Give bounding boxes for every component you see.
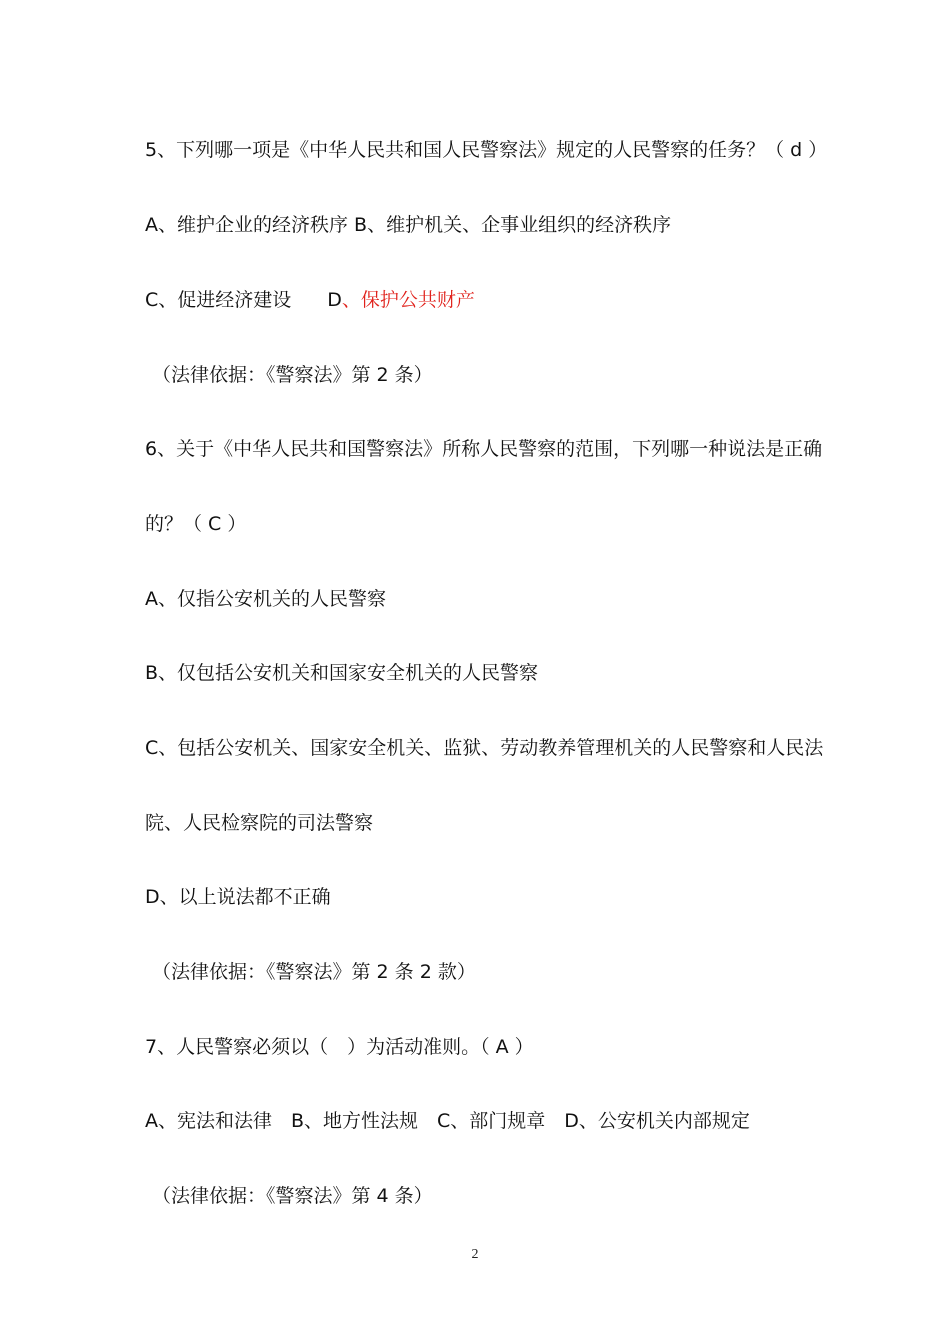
q6-stem-line-2: 的？（ C ） <box>145 513 247 535</box>
q5-stem: 5、下列哪一项是《中华人民共和国人民警察法》规定的人民警察的任务？（ d ） <box>145 139 828 161</box>
q6-option-c-line-1: C、包括公安机关、国家安全机关、监狱、劳动教养管理机关的人民警察和人民法 <box>145 737 824 759</box>
q5-options-ab: A、维护企业的经济秩序 B、维护机关、企事业组织的经济秩序 <box>145 214 672 236</box>
q6-stem-line-1: 6、关于《中华人民共和国警察法》所称人民警察的范围，下列哪一种说法是正确 <box>145 438 823 460</box>
q6-option-a: A、仅指公安机关的人民警察 <box>145 588 386 610</box>
q6-option-d: D、以上说法都不正确 <box>145 886 331 908</box>
q7-legal-basis: （法律依据：《警察法》第 4 条） <box>152 1185 433 1207</box>
q6-option-c-line-2: 院、人民检察院的司法警察 <box>145 812 374 834</box>
page-number: 2 <box>471 1247 479 1262</box>
q5-legal-basis: （法律依据：《警察法》第 2 条） <box>152 364 433 386</box>
q7-options: A、宪法和法律 B、地方性法规 C、部门规章 D、公安机关内部规定 <box>145 1110 750 1132</box>
q5-option-d-letter: D <box>327 289 342 311</box>
q6-option-b: B、仅包括公安机关和国家安全机关的人民警察 <box>145 662 539 684</box>
q6-legal-basis: （法律依据：《警察法》第 2 条 2 款） <box>152 961 476 983</box>
q7-stem: 7、人民警察必须以（ ）为活动准则。（ A ） <box>145 1036 534 1058</box>
q5-option-d-answer: 、保护公共财产 <box>341 289 475 311</box>
q5-option-c: C、促进经济建设 <box>145 289 292 311</box>
q5-options-cd <box>145 287 475 313</box>
